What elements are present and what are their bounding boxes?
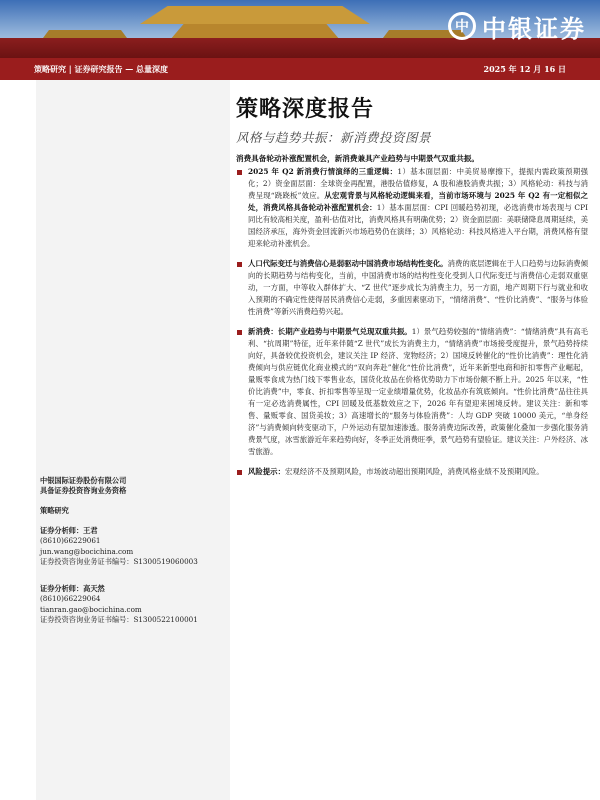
bullet-paragraph (236, 166, 588, 250)
bullet-body: 1）景气趋势较强的“情绪消费”：“情绪消费”具有高毛利、“抗周期”特征，近年来伴随“Z 世代”成长为消费主力，“情绪消费”市场接受度提升，景气趋势持续向好，具备较优投资机会，建议关注 IP 经济、宠物经济；2）国境反转催化的“性价比消费”：理性化消费倾向与供应链优化商业模式的“双向奔赴”催化“性价比消费”，近年来新型电商和折扣零售产业崛起，量贩零食成为热门线下零售业态，国货化妆品在价格优势助力下市场份额不断上升。2025 年以来，“性价比消费”中，零食、折扣零售等呈现一定业绩增量优势，化妆品亦有筑底倾向。“性价比消费”品往往具有一定必选消费属性，CPI 回暖及低基数效应之下，2026 年有望迎来困境反转。建议关注：新和零售、量贩零食、国货美妆；3）高速增长的“服务与体验消费”：人均 GDP 突破 10000 美元，“单身经济”与消费倾向转变驱动下，户外运动有望加速渗透。服务消费边际改善，政策催化叠加一步强化服务消费景气度，冰雪旅游近年来趋势向好，冬季正处消费旺季，景气趋势有望验证。建议关注：户外经济、冰雪旅游。 (248, 326, 588, 456)
analyst-block-2 (40, 584, 226, 626)
bullet-paragraph (236, 258, 588, 318)
analyst-email[interactable]: tianran.gao@bocichina.com (40, 604, 142, 614)
analyst-cert: 证券投资咨询业务证书编号：S1300519060003 (40, 557, 198, 567)
analyst-email[interactable]: jun.wang@bocichina.com (40, 546, 134, 556)
analyst-name: 证券分析师：王君 (40, 526, 98, 535)
bullet-lead: 人口代际变迁与消费信心是弱驱动中国消费市场结构性变化。 (248, 258, 448, 268)
banner-roof (140, 6, 370, 24)
sidebar (36, 0, 230, 800)
page-title: 策略深度报告 (236, 96, 375, 122)
bullet-paragraph (236, 326, 588, 458)
lead-summary: 消费具备轮动补涨配置机会，新消费兼具产业趋势与中期景气双重共振。 (236, 154, 479, 163)
logo-mark-icon: 中 (448, 12, 476, 40)
analyst-name: 证券分析师：高天然 (40, 584, 105, 593)
page-subtitle: 风格与趋势共振：新消费投资图景 (236, 130, 432, 145)
sidebar-qualification: 具备证券投资咨询业务资格 (40, 486, 127, 496)
report-date: 2025 年 12 月 16 日 (483, 63, 566, 74)
analyst-phone: (8610)66229061 (40, 536, 101, 546)
bullet-body: 消费的底层逻辑在于人口趋势与边际消费倾向的长期趋势与结构变化，当前，中国消费市场的结构性变化受到人口代际变迁与消费信心走弱双重驱动，一方面，中等收入群体扩大、“Z 世代”逐步成长为消费主力，另一方面，地产周期下行与就业和收入预期的不确定性使得居民消费信心走弱，多重因素驱动下，“情绪消费”、“性价比消费”、“服务与体验性消费”等新兴消费趋势兴起。 (248, 258, 588, 316)
bullet-lead: 2025 年 Q2 新消费行情演绎的三重逻辑： (248, 167, 398, 176)
main-content (236, 166, 588, 486)
report-category: 策略研究 | 证券研究报告 — 总量深度 (34, 63, 169, 74)
analyst-cert: 证券投资咨询业务证书编号：S1300522100001 (40, 615, 198, 625)
analyst-block-1 (40, 526, 226, 568)
analyst-phone: (8610)66229064 (40, 594, 101, 604)
sidebar-company: 中银国际证券股份有限公司 (40, 476, 127, 485)
bullet-paragraph (236, 466, 588, 478)
header-banner (0, 0, 600, 58)
bullet-lead: 从宏观背景与风格轮动逻辑来看，当前市场环境与 2025 年 Q2 有一定相似之处，消费风格具备轮动补涨配置机会： (248, 190, 588, 212)
bullet-lead: 风险提示： (248, 466, 285, 476)
report-info-strip (0, 58, 600, 80)
sidebar-category: 策略研究 (40, 506, 69, 515)
bullet-body: 宏观经济不及预期风险，市场波动超出预期风险，消费风格业绩不及预期风险。 (284, 466, 544, 476)
logo-text: 中银证券 (482, 14, 586, 43)
bullet-lead: 新消费：长期产业趋势与中期景气兑现双重共振。 (248, 326, 412, 336)
company-logo (448, 6, 586, 46)
bullet-body: 1）基本面层面：中美贸易摩擦下，提振内需政策预期强化；2）资金面层面：全球资金再配置，港股估值修复，A 股和港股消费共振；3）风格轮动：科技与消费呈现“跷跷板”效应。 (248, 167, 588, 200)
bullet-body: 1）基本面层面：CPI 回暖趋势初现，必选消费市场表现与 CPI 同比有较高相关度，盈利-估值对比，消费风格具有明确优势；2）资金面层面：美联储降息周期延续，美国经济承压，海外资金回流新兴市场趋势仍在演绎；3）风格轮动：科技风格进入平台期，消费风格有望迎来轮动补涨机会。 (248, 202, 588, 248)
sidebar-company-block (40, 476, 226, 497)
